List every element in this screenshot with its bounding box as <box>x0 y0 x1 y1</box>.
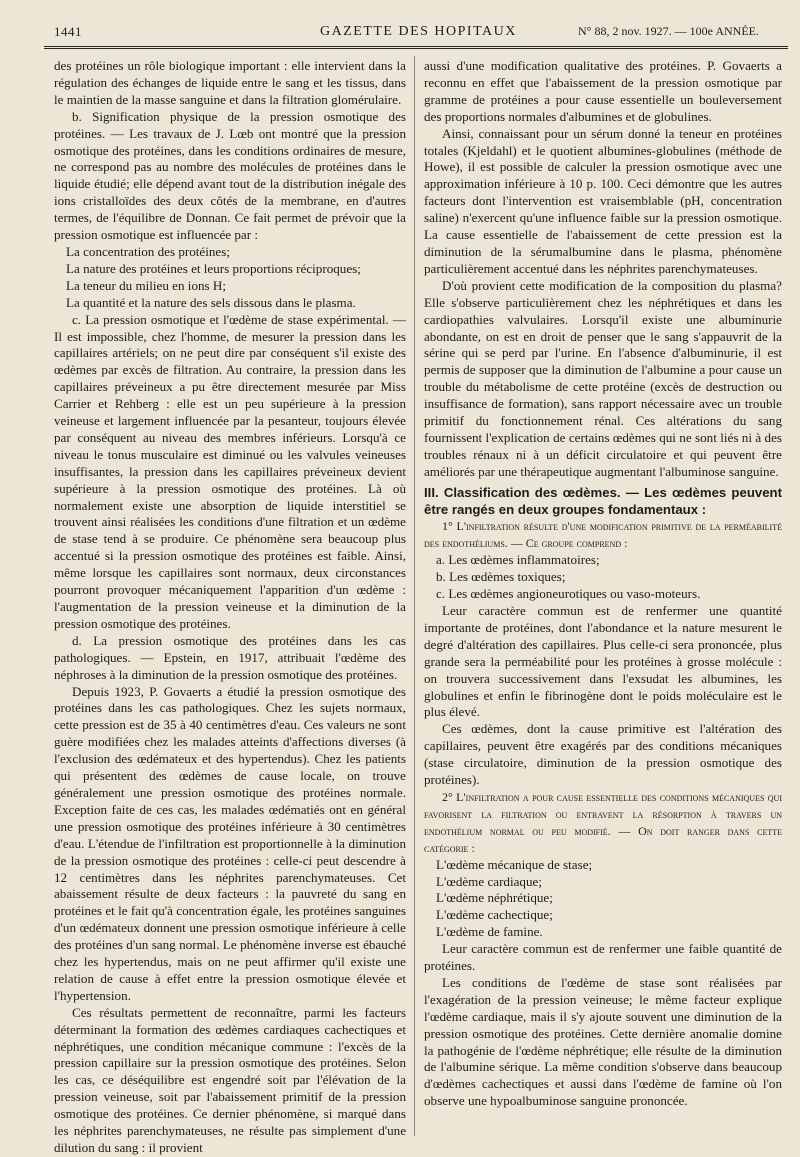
paragraph-p3: La concentration des protéines; <box>66 243 230 259</box>
paragraph-p1: des protéines un rôle biologique important : elle intervient dans la régulation des échanges de liquide entre le sang et les tissus, dans le maintien de la masse sanguine et dans la filtration glomérulaire. <box>54 58 406 107</box>
paragraph-p4: La nature des protéines et leurs proportions réciproques; <box>66 260 361 276</box>
paragraph-q10: Ces œdèmes, dont la cause primitive est l'altération des capillaires, peuvent être exagérés par des conditions mécaniques (stase circulatoire, diminution de la pression osmotique des protéines). <box>424 721 782 788</box>
paragraph-q18: Les conditions de l'œdème de stase sont réalisées par l'exagération de la pression veineuse; le même facteur explique l'œdème cardiaque, mais il s'y ajoute souvent une diminution de la pression osmotique des protéines. Cette dernière anomalie domine la pathogénie de l'œdème néphrétique; elle résulte de la diminution de l'albumine sérique. La même condition s'observe dans beaucoup d'œdèmes cachectiques et aussi dans l'œdème de famine où l'on observe une hypoalbuminose sanguine prononcée. <box>424 974 782 1109</box>
paragraph-q2: Ainsi, connaissant pour un sérum donné la teneur en protéines totales (Kjeldahl) et le quotient albumines-globulines (méthode de Howe), il est possible de calculer la pression osmotique avec une approximation inférieure à 10 p. 100. Ceci démontre que les autres facteurs dont l'intervention est vraisemblable (pH, concentration saline) n'exercent qu'une influence faible sur la pression osmotique. La cause essentielle de l'abaissement de cette pression est la diminution de la sérumalbumine dans le plasma, phénomène particulièrement accentué dans les néphrites parenchymateuses. <box>424 125 782 276</box>
paragraph-q11: 2° L'infiltration a pour cause essentielle des conditions mécaniques qui favorisent la filtration ou entravent la résorption à travers un endothélium normal ou peu modifié. — On doit ranger dans cette catégorie : <box>424 789 782 855</box>
paragraph-q12: L'œdème mécanique de stase; <box>436 856 593 872</box>
right-column <box>424 58 782 1110</box>
paragraph-q5: 1° L'infiltration résulte d'une modification primitive de la perméabilité des endothéliums. — Ce groupe comprend : <box>424 519 782 551</box>
paragraph-q7: b. Les œdèmes toxiques; <box>436 569 566 585</box>
paragraph-q3: D'où provient cette modification de la composition du plasma? Elle s'observe particulièrement chez les néphrétiques et dans les cardiopathies valvulaires. Lorsqu'il existe une albuminurie abondante, on est en droit de penser que le sang s'appauvrit de la sérine qui se perd par l'urine. En l'absence d'albuminurie, il est permis de supposer que la diminution de l'albumine a pour cause un trouble du métabolisme de cette protéine (excès de destruction ou insuffisance de formation), sans rapport nécessaire avec un trouble primitif du fonctionnement rénal. Ces altérations du sang fournissent l'explication de certains œdèmes qui ne sont liés ni à des troubles rénaux ni à un déficit circulatoire et qui peuvent être améliorés par une thérapeutique augmentant l'albuminose sanguine. <box>424 277 782 479</box>
header-rule <box>44 46 788 49</box>
paragraph-p7: c. La pression osmotique et l'œdème de stase expérimental. — Il est impossible, chez l'homme, de mesurer la pression dans les capillaires artériels; on ne peut dire par conséquent s'il existe des œdèmes par excès de filtration. Au contraire, la pression dans les capillaires préveineux a pu être directement mesurée par Miss Carrier et Rehberg : elle est un peu supérieure à la pression veineuse et largement influencée par la pesanteur, toujours élevée par conséquent au niveau des membres inférieurs. Lorsqu'à ce niveau le tonus musculaire est diminué ou les valvules veineuses insuffisantes, la pression dans les capillaires préveineux devient supérieure à la pression osmotique des protéines. Là où normalement existe une absorption de liquide interstitiel se trouvent ainsi réalisées les conditions d'une filtration et un œdème de stase tend à se produire. Ce phénomène sera beaucoup plus accentué si la pression osmotique des protéines est faible. Ainsi, même lorsque les capillaires sont normaux, deux circonstances pourront provoquer mécaniquement l'apparition d'un œdème : l'augmentation de la pression veineuse et la diminution de la pression osmotique des protéines. <box>54 311 406 631</box>
paragraph-p5: La teneur du milieu en ions H; <box>66 277 226 293</box>
page-number: 1441 <box>54 24 82 39</box>
journal-title: GAZETTE DES HOPITAUX <box>320 24 517 39</box>
paragraph-p2: b. Signification physique de la pression osmotique des protéines. — Les travaux de J. Lœb ont montré que la pression osmotique des protéines, dans les conditions ordinaires de mesure, ne correspond pas au nombre des molécules de protéines dans le liquide étudié; elle dépend avant tout de la distribution inégale des ions cristalloïdes des deux côtés de la membrane, en d'autres termes, de l'équilibre de Donnan. Ce fait permet de prévoir que la pression osmotique est influencée par : <box>54 108 406 243</box>
paragraph-p6: La quantité et la nature des sels dissous dans le plasma. <box>66 294 356 310</box>
section-heading-q4: III. Classification des œdèmes. — Les œdèmes peuvent être rangés en deux groupes fondamentaux : <box>424 484 782 517</box>
paragraph-q15: L'œdème cachectique; <box>436 907 553 923</box>
paragraph-q8: c. Les œdèmes angioneurotiques ou vaso-moteurs. <box>436 586 701 602</box>
left-column <box>54 58 406 1157</box>
issue-info: N° 88, 2 nov. 1927. — 100e ANNÉE. <box>578 24 760 38</box>
paragraph-q1: aussi d'une modification qualitative des protéines. P. Govaerts a reconnu en effet que l'abaissement de la pression osmotique par gramme de protéines a pour cause essentielle un bouleversement des proportions normales d'albumines et de globulines. <box>424 58 782 124</box>
paragraph-p9: Depuis 1923, P. Govaerts a étudié la pression osmotique des protéines dans les cas pathologiques. Chez les sujets normaux, cette pression est de 35 à 40 centimètres d'eau. Ces valeurs ne sont guère modifiées chez les malades atteints d'affections diverses (à l'exclusion des œdémateux et des hypertendus). Chez les patients qui présentent des œdèmes de cause locale, on trouve généralement une pression osmotique des protéines normale. Exception faite de ces cas, les malades œdématiés ont en général une pression osmotique des protéines inférieure à 30 centimètres d'eau. L'étendue de l'infiltration est proportionnelle à la diminution de la pression osmotique des protéines : celle-ci peut descendre à 12 centimètres dans les néphrites parenchymateuses. Cet abaissement résulte de deux facteurs : la pauvreté du sang en protéines et le fait qu'à concentration égale, les protéines sanguines d'un œdémateux donnent une pression osmotique inférieure à celle des protéines d'un sang normal. Le phénomène inverse est ébauché chez les hypertendus, mais on ne peut affirmer qu'il existe une relation de cause à effet entre la pression osmotique élevée et l'hypertension. <box>54 683 406 1003</box>
paragraph-q6: a. Les œdèmes inflammatoires; <box>436 552 600 568</box>
paragraph-q17: Leur caractère commun est de renfermer une faible quantité de protéines. <box>424 941 782 974</box>
paragraph-p10: Ces résultats permettent de reconnaître, parmi les facteurs déterminant la formation des œdèmes cardiaques cachectiques et néphrétiques, une condition mécanique commune : l'excès de la pression capillaire sur la pression osmotique des protéines. Selon les cas, ce déséquilibre est engendré soit par l'élévation de la pression veineuse, soit par l'abaissement primitif de la pression osmotique des protéines. Ce dernier phénomène, si marqué dans les néphrites parenchymateuses, ne résulte pas simplement d'une dilution du sang : il provient <box>54 1004 406 1155</box>
paragraph-p8: d. La pression osmotique des protéines dans les cas pathologiques. — Epstein, en 1917, attribuait l'œdème des néphroses à la diminution de la pression osmotique des protéines. <box>54 632 406 682</box>
paragraph-q13: L'œdème cardiaque; <box>436 873 542 889</box>
paragraph-q14: L'œdème néphrétique; <box>436 890 553 906</box>
column-divider <box>414 56 415 1136</box>
paragraph-q9: Leur caractère commun est de renfermer une quantité importante de protéines, dont l'abondance et la nature mesurent le degré d'altération des capillaires. Plus celle-ci sera prononcée, plus grande sera la perméabilité pour les protéines à grosse molécule : on trouvera successivement dans l'exsudat les albumines, les globulines et enfin le fibrinogène dont le poids moléculaire est le plus élevé. <box>424 603 782 720</box>
page-header <box>0 0 800 44</box>
paragraph-q16: L'œdème de famine. <box>436 924 543 940</box>
